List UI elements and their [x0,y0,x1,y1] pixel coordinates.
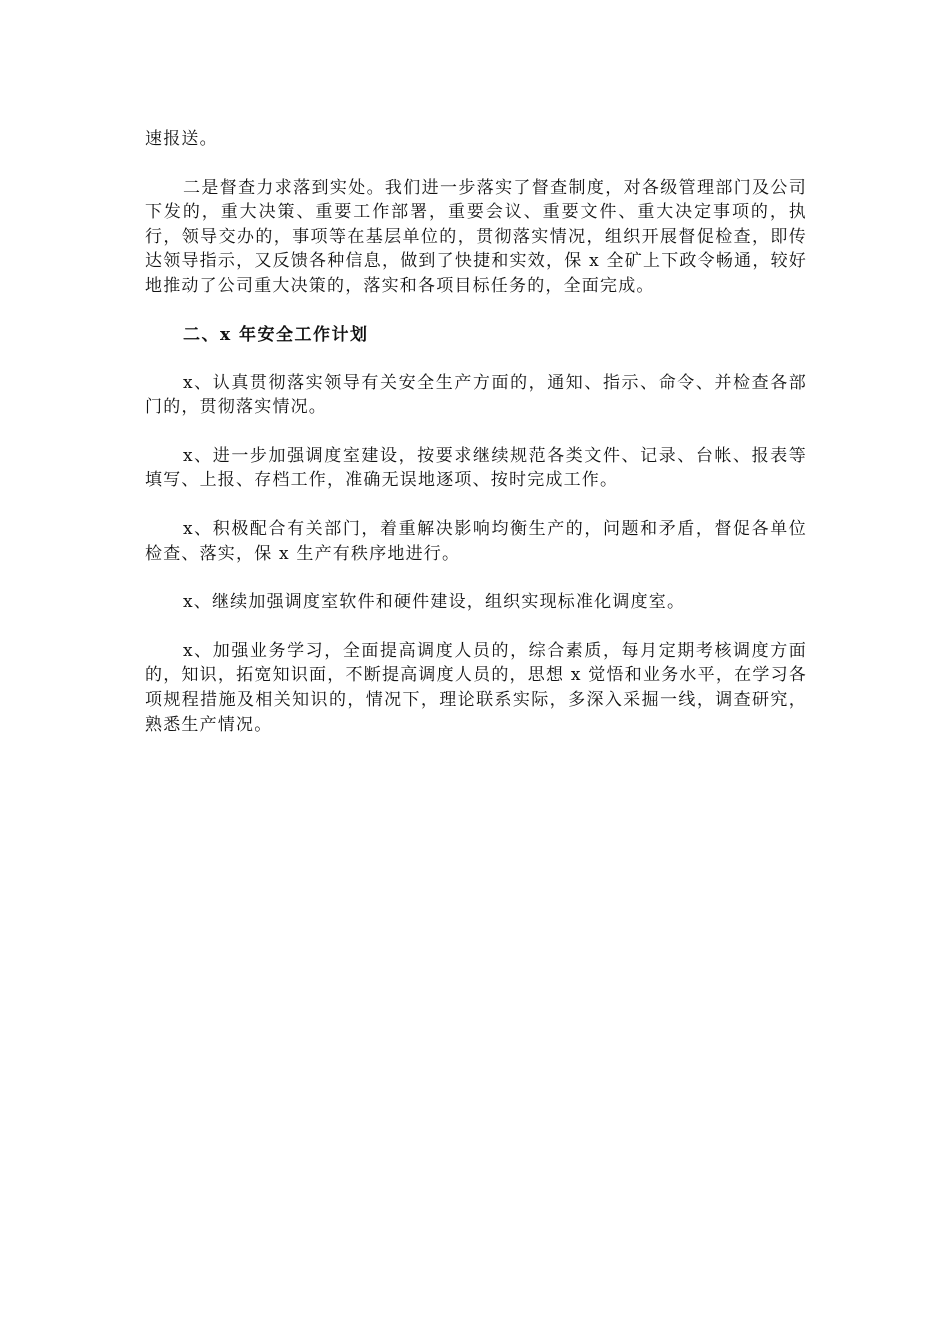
paragraph-supervision: 二是督查力求落到实处。我们进一步落实了督查制度，对各级管理部门及公司下发的，重大决策、重要工作部署，重要会议、重要文件、重大决定事项的，执行，领导交办的，事项等在基层单位的，贯彻落实情况，组织开展督促检查，即传达领导指示，又反馈各种信息，做到了快捷和实效，保 x 全矿上下政令畅通，较好地推动了公司重大决策的，落实和各项目标任务的，全面完成。 [145,177,807,296]
paragraph-continuation: 速报送。 [145,129,218,149]
document-body [145,127,807,737]
plan-item: x、加强业务学习，全面提高调度人员的，综合素质，每月定期考核调度方面的，知识，拓宽知识面，不断提高调度人员的，思想 x 觉悟和业务水平，在学习各项规程措施及相关知识的，情况下，理论联系实际，多深入采掘一线，调查研究，熟悉生产情况。 [145,640,807,735]
plan-item: x、进一步加强调度室建设，按要求继续规范各类文件、记录、台帐、报表等填写、上报、存档工作，准确无误地逐项、按时完成工作。 [145,445,807,491]
plan-item: x、继续加强调度室软件和硬件建设，组织实现标准化调度室。 [183,592,686,613]
plan-item: x、积极配合有关部门，着重解决影响均衡生产的，问题和矛盾，督促各单位检查、落实，保 x 生产有秩序地进行。 [145,518,807,564]
plan-item: x、认真贯彻落实领导有关安全生产方面的，通知、指示、命令、并检查各部门的，贯彻落实情况。 [145,372,807,418]
section-heading: 二、x 年安全工作计划 [183,324,369,345]
